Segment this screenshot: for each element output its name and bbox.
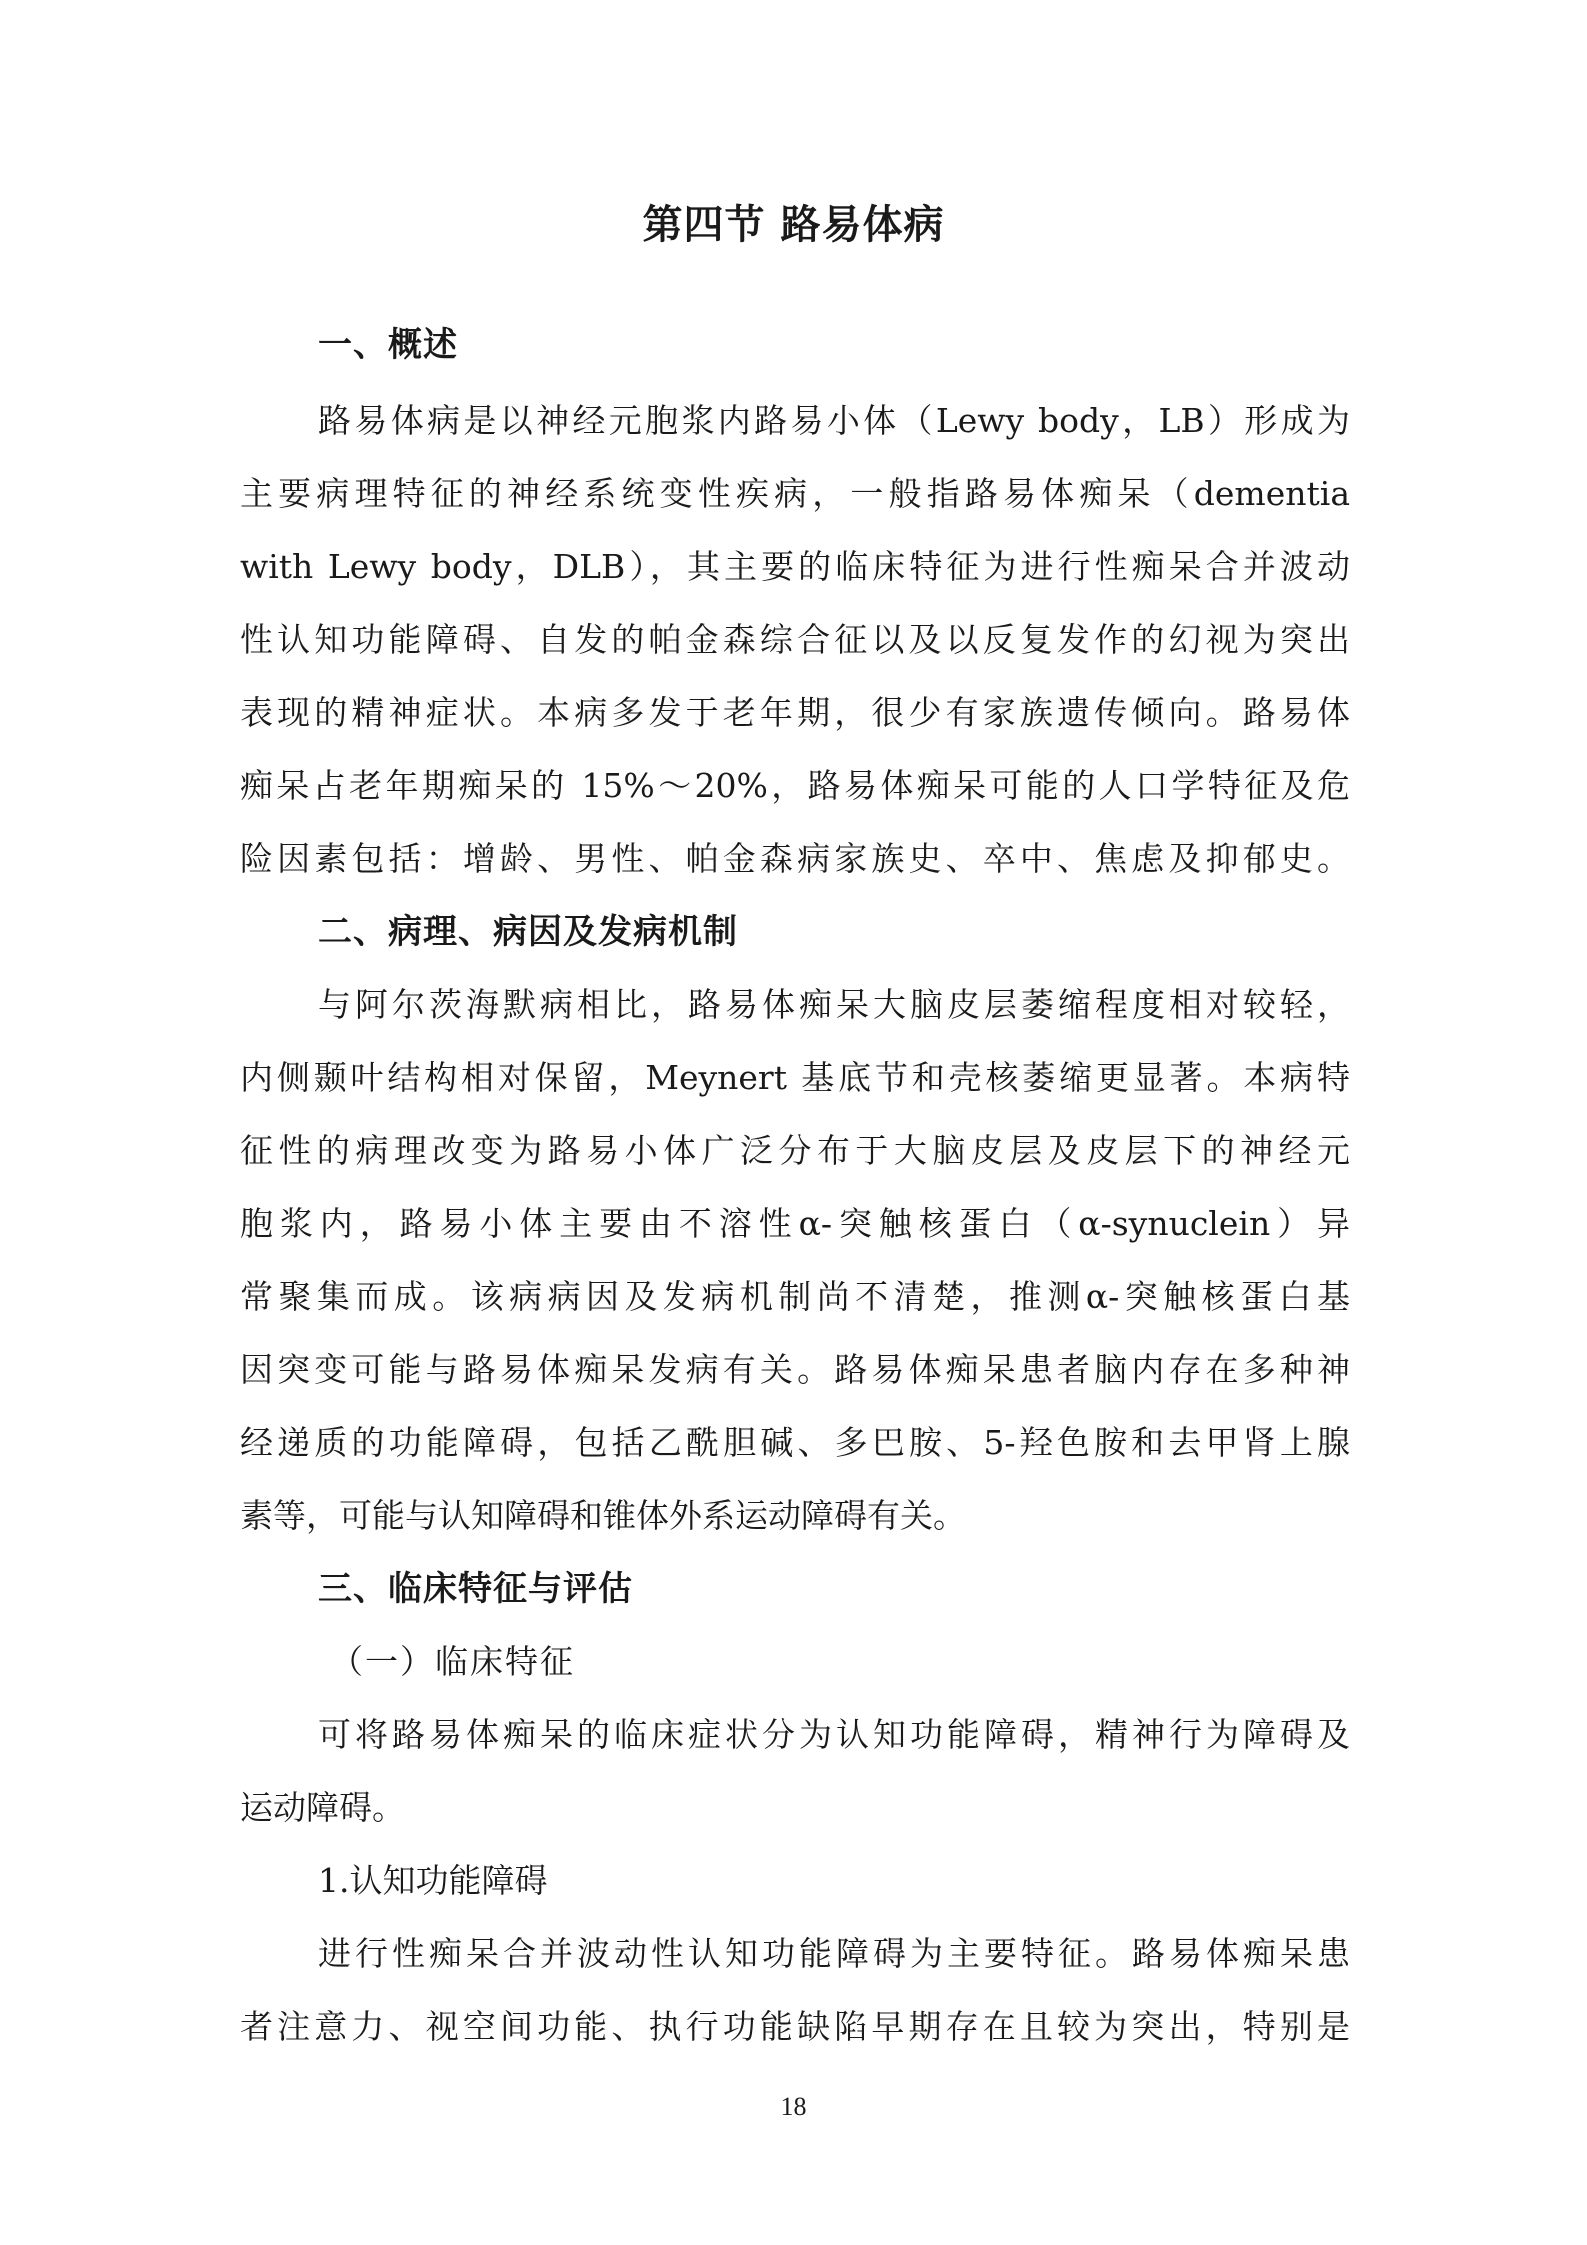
paragraph-line: 征性的病理改变为路易小体广泛分布于大脑皮层及皮层下的神经元 — [240, 1131, 1350, 1170]
paragraph-line: 胞浆内，路易小体主要由不溶性α-突触核蛋白（α-synuclein）异 — [240, 1204, 1350, 1243]
item-heading-cognitive: 1.认知功能障碍 — [318, 1861, 548, 1900]
heading-pathology: 二、病理、病因及发病机制 — [318, 912, 738, 952]
subheading-clinical-features: （一）临床特征 — [330, 1642, 575, 1681]
paragraph-line: 痴呆占老年期痴呆的 15%～20%，路易体痴呆可能的人口学特征及危 — [240, 766, 1350, 805]
paragraph-line: 运动障碍。 — [240, 1788, 405, 1827]
heading-overview: 一、概述 — [318, 325, 458, 365]
page-number: 18 — [780, 2092, 807, 2121]
paragraph-line: 者注意力、视空间功能、执行功能缺陷早期存在且较为突出，特别是 — [240, 2007, 1350, 2046]
heading-clinical: 三、临床特征与评估 — [318, 1569, 633, 1609]
paragraph-line: 主要病理特征的神经系统变性疾病，一般指路易体痴呆（dementia — [240, 474, 1350, 513]
paragraph-line: 路易体病是以神经元胞浆内路易小体（Lewy body，LB）形成为 — [318, 401, 1350, 440]
paragraph-line: 险因素包括：增龄、男性、帕金森病家族史、卒中、焦虑及抑郁史。 — [240, 839, 1350, 878]
paragraph-line: 性认知功能障碍、自发的帕金森综合征以及以反复发作的幻视为突出 — [240, 620, 1350, 659]
paragraph-line: 常聚集而成。该病病因及发病机制尚不清楚，推测α-突触核蛋白基 — [240, 1277, 1350, 1316]
paragraph-line: 表现的精神症状。本病多发于老年期，很少有家族遗传倾向。路易体 — [240, 693, 1350, 732]
paragraph-line: 与阿尔茨海默病相比，路易体痴呆大脑皮层萎缩程度相对较轻， — [318, 985, 1350, 1024]
paragraph-line: 因突变可能与路易体痴呆发病有关。路易体痴呆患者脑内存在多种神 — [240, 1350, 1350, 1389]
paragraph-line: 进行性痴呆合并波动性认知功能障碍为主要特征。路易体痴呆患 — [318, 1934, 1350, 1973]
paragraph-line: 内侧颞叶结构相对保留，Meynert 基底节和壳核萎缩更显著。本病特 — [240, 1058, 1350, 1097]
paragraph-line: 经递质的功能障碍，包括乙酰胆碱、多巴胺、5-羟色胺和去甲肾上腺 — [240, 1423, 1350, 1462]
section-title: 第四节 路易体病 — [642, 202, 945, 248]
paragraph-line: 素等，可能与认知障碍和锥体外系运动障碍有关。 — [240, 1496, 966, 1535]
paragraph-line: with Lewy body，DLB），其主要的临床特征为进行性痴呆合并波动 — [240, 547, 1350, 586]
paragraph-line: 可将路易体痴呆的临床症状分为认知功能障碍，精神行为障碍及 — [318, 1715, 1350, 1754]
